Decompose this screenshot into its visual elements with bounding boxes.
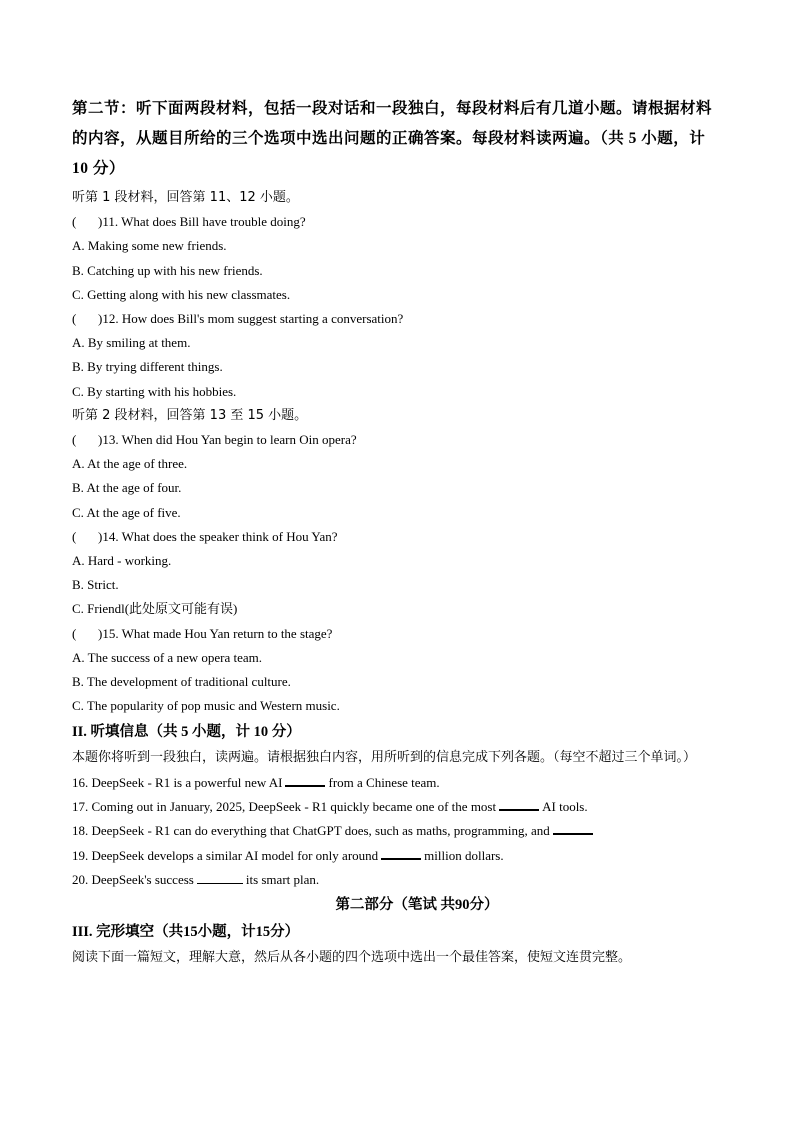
exam-page (72, 94, 722, 970)
option-12b: B. By trying different things. (72, 359, 223, 375)
option-15c: C. The popularity of pop music and Western music. (72, 698, 340, 714)
answer-paren: ( (72, 528, 77, 544)
fill-item-16 (72, 771, 722, 795)
option-13b: B. At the age of four. (72, 480, 182, 496)
fill-item-text: 16. DeepSeek - R1 is a powerful new AI (72, 774, 283, 790)
fill-item-text: 19. DeepSeek develops a similar AI model for only around (72, 847, 379, 863)
option-14c: C. Friendl(此处原文可能有误) (72, 601, 238, 617)
part2-title: II. 听填信息（共 5 小题，计 10 分） (72, 724, 301, 741)
answer-paren: ( (72, 432, 77, 448)
option-15b: B. The development of traditional culture. (72, 674, 291, 690)
option-11b: B. Catching up with his new friends. (72, 262, 263, 278)
fill-item-text: 18. DeepSeek - R1 can do everything that ChatGPT does, such as maths, programming, and (72, 823, 550, 839)
question-12 (72, 307, 722, 331)
answer-paren: ( (72, 214, 77, 230)
answer-blank[interactable] (197, 871, 243, 884)
answer-blank[interactable] (285, 773, 325, 787)
fill-item-17 (72, 795, 722, 819)
question-stem: )15. What made Hou Yan return to the stage? (98, 625, 333, 641)
question-13 (72, 428, 722, 452)
question-stem: )11. What does Bill have trouble doing? (98, 214, 306, 230)
option-11c: C. Getting along with his new classmates. (72, 286, 291, 302)
material2-intro: 听第 2 段材料，回答第 13 至 15 小题。 (72, 407, 308, 423)
option-13c: C. At the age of five. (72, 504, 181, 520)
fill-item-20 (72, 868, 722, 892)
fill-item-text: AI tools. (542, 799, 588, 815)
question-stem: )13. When did Hou Yan begin to learn Oin opera? (98, 432, 357, 448)
option-13a: A. At the age of three. (72, 456, 188, 472)
question-11 (72, 210, 722, 234)
option-15a: A. The success of a new opera team. (72, 649, 262, 665)
option-12a: A. By smiling at them. (72, 335, 191, 351)
answer-paren: ( (72, 311, 77, 327)
option-14a: A. Hard - working. (72, 553, 172, 569)
option-12c: C. By starting with his hobbies. (72, 383, 237, 399)
section2-heading: 第二节：听下面两段材料，包括一段对话和一段独白，每段材料后有几道小题。请根据材料的内容，从题目所给的三个选项中选出问题的正确答案。每段材料读两遍。（共 5 小题，计 10 分） (72, 100, 713, 177)
fill-item-text: from a Chinese team. (328, 774, 440, 790)
fill-item-text: million dollars. (424, 847, 504, 863)
question-stem: )12. How does Bill's mom suggest starting a conversation? (98, 311, 404, 327)
part3-instructions: 阅读下面一篇短文，理解大意，然后从各小题的四个选项中选出一个最佳答案，使短文连贯完整。 (72, 949, 632, 965)
material1-intro: 听第 1 段材料，回答第 11、12 小题。 (72, 190, 299, 205)
question-14 (72, 525, 722, 549)
answer-blank[interactable] (381, 846, 421, 860)
fill-item-text: 20. DeepSeek's success (72, 871, 194, 887)
part3-title: III. 完形填空（共15小题，计15分） (72, 923, 300, 940)
question-stem: )14. What does the speaker think of Hou Yan? (98, 528, 338, 544)
answer-paren: ( (72, 625, 77, 641)
answer-blank[interactable] (553, 821, 593, 835)
question-15 (72, 622, 722, 646)
fill-item-18 (72, 819, 722, 843)
option-14b: B. Strict. (72, 577, 119, 593)
option-11a: A. Making some new friends. (72, 238, 227, 254)
answer-blank[interactable] (499, 797, 539, 811)
fill-item-text: 17. Coming out in January, 2025, DeepSeek - R1 quickly became one of the most (72, 799, 497, 815)
part2-instructions: 本题你将听到一段独白，读两遍。请根据独白内容，用所听到的信息完成下列各题。（每空不超过三个单词。） (72, 750, 697, 766)
written-part-title: 第二部分（笔试 共90分） (335, 896, 499, 913)
fill-item-text: its smart plan. (245, 871, 320, 887)
fill-item-19 (72, 844, 722, 868)
